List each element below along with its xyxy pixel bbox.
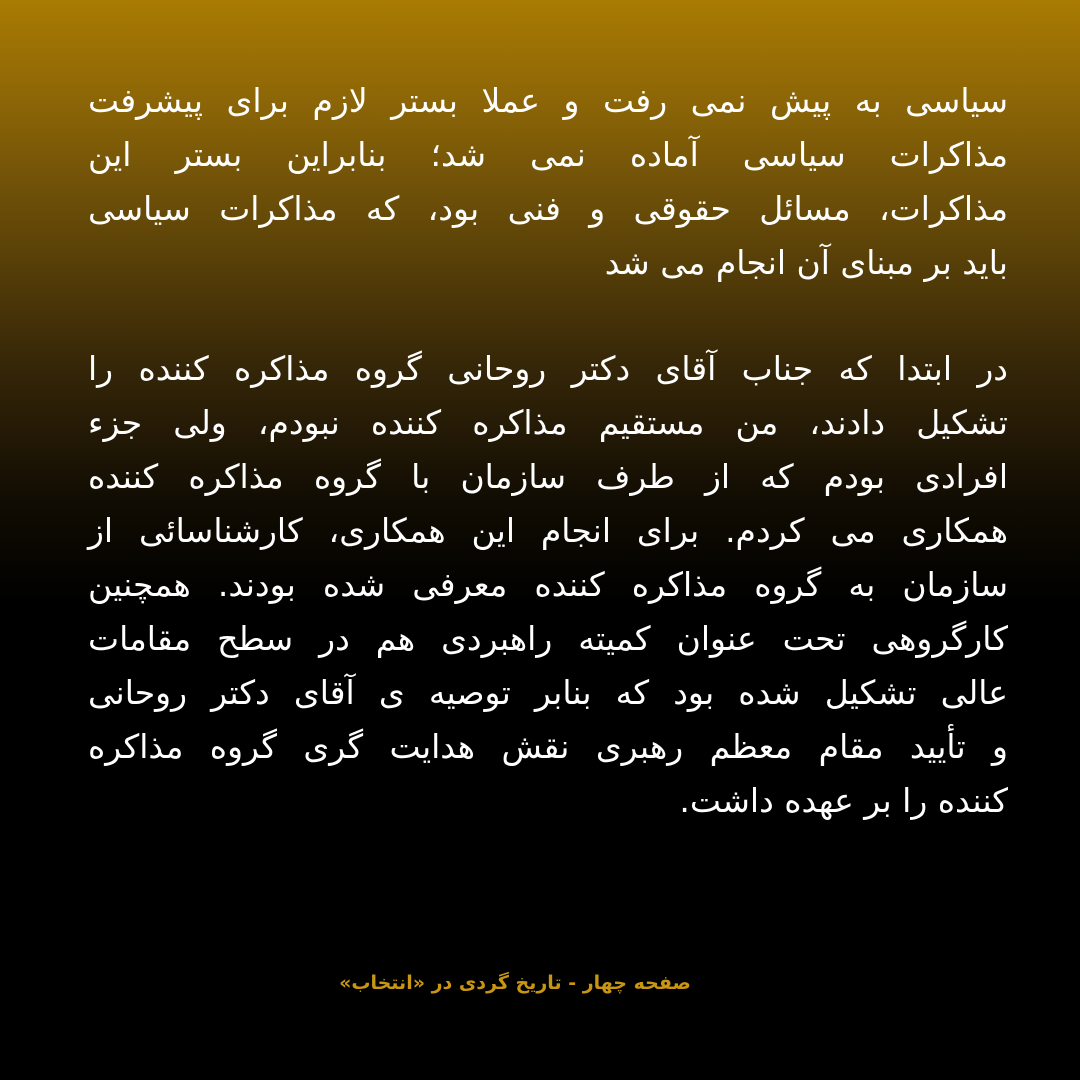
paragraph-line: افرادی بودم که از طرف سازمان با گروه مذاکره کننده	[88, 457, 1008, 496]
paragraph-line: و تأیید مقام معظم رهبری نقش هدایت گری گروه مذاکره	[88, 727, 1008, 766]
paragraph-2	[88, 342, 1008, 828]
paragraph-line: همکاری می کردم. برای انجام این همکاری، کارشناسائی از	[88, 511, 1008, 550]
footer-caption: صفحه چهار - تاریخ گردی در «انتخاب»	[339, 972, 691, 994]
paragraph-1	[88, 74, 1008, 290]
paragraph-line: مذاکرات سیاسی آماده نمی شد؛ بنابراین بستر این	[88, 135, 1008, 174]
paragraph-line: سیاسی به پیش نمی رفت و عملا بستر لازم برای پیشرفت	[88, 81, 1008, 120]
paragraph-line: کننده را بر عهده داشت.	[679, 781, 1008, 820]
paragraph-line: کارگروهی تحت عنوان کمیته راهبردی هم در سطح مقامات	[88, 619, 1008, 658]
paragraph-line: عالی تشکیل شده بود که بنابر توصیه ی آقای دکتر روحانی	[88, 673, 1008, 712]
paragraph-line: در ابتدا که جناب آقای دکتر روحانی گروه مذاکره کننده را	[88, 349, 1008, 388]
paragraph-line: تشکیل دادند، من مستقیم مذاکره کننده نبودم، ولی جزء	[88, 403, 1008, 442]
paragraph-line: سازمان به گروه مذاکره کننده معرفی شده بودند. همچنین	[88, 565, 1008, 604]
paragraph-line: مذاکرات، مسائل حقوقی و فنی بود، که مذاکرات سیاسی	[88, 189, 1008, 228]
paragraph-line: باید بر مبنای آن انجام می شد	[604, 243, 1008, 282]
